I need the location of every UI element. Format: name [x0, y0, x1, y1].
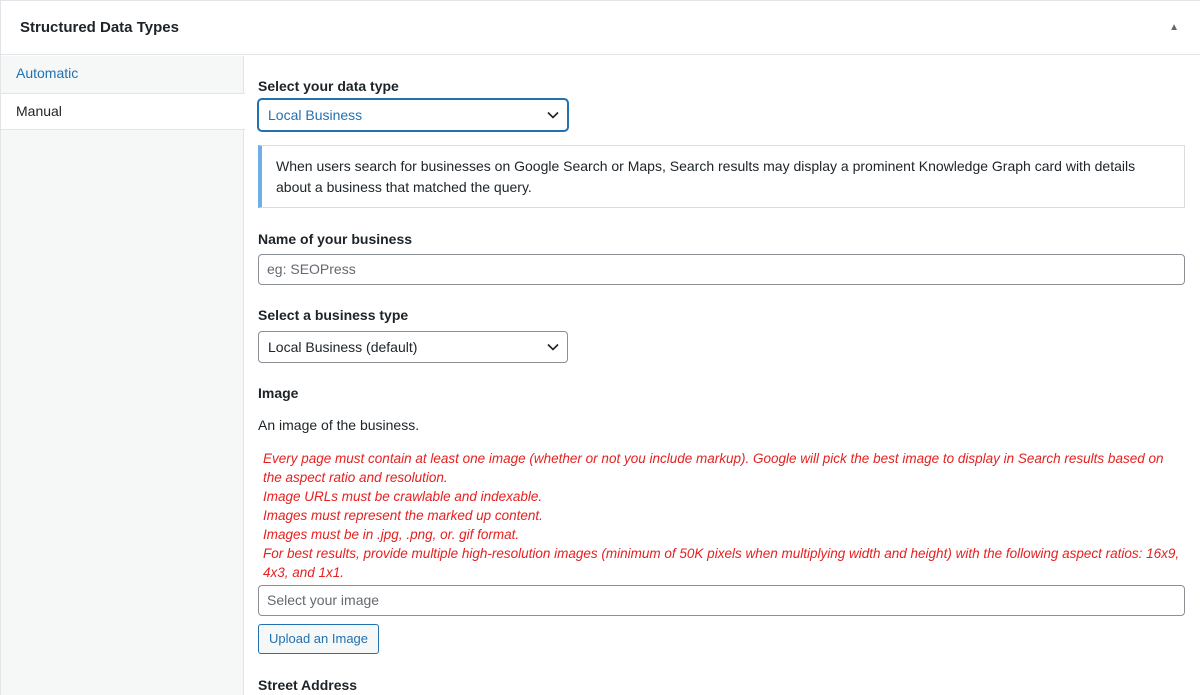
tab-list [1, 56, 244, 695]
data-type-notice: When users search for businesses on Google Search or Maps, Search results may display a prominent Knowledge Graph card with details about a business that matched the query. [258, 145, 1185, 208]
street-address-label: Street Address [258, 677, 358, 693]
business-name-placeholder: eg: SEOPress [267, 261, 356, 277]
tab-manual[interactable]: Manual [1, 93, 245, 130]
image-guideline: Every page must contain at least one image (whether or not you include markup). Google will pick the best image to display in Search results based on the aspect ratio and resolution. [263, 451, 1164, 485]
image-guideline: For best results, provide multiple high-resolution images (minimum of 50K pixels when multiplying width and height) with the following aspect ratios: 16x9, 4x3, and 1x1. [263, 546, 1180, 580]
chevron-down-icon [547, 110, 559, 120]
data-type-select[interactable] [258, 99, 568, 131]
business-name-label: Name of your business [258, 231, 413, 247]
business-type-selected-value: Local Business (default) [268, 339, 418, 355]
metabox-body [1, 56, 1200, 695]
image-url-input[interactable] [258, 585, 1185, 616]
upload-image-button[interactable]: Upload an Image [258, 624, 379, 654]
image-guideline: Images must represent the marked up content. [263, 508, 543, 523]
tab-automatic[interactable]: Automatic [16, 65, 79, 81]
collapse-toggle-icon[interactable]: ▲ [1169, 22, 1179, 33]
data-type-label: Select your data type [258, 78, 399, 94]
metabox-title: Structured Data Types [20, 19, 179, 36]
business-name-input[interactable] [258, 254, 1185, 285]
image-description: An image of the business. [258, 417, 420, 433]
chevron-down-icon [547, 342, 559, 352]
business-type-select[interactable] [258, 331, 568, 363]
image-label: Image [258, 385, 299, 401]
image-url-placeholder: Select your image [267, 592, 380, 608]
business-type-label: Select a business type [258, 307, 409, 323]
metabox-header[interactable] [1, 1, 1200, 55]
data-type-selected-value: Local Business [268, 107, 363, 123]
image-guideline: Images must be in .jpg, .png, or. gif format. [263, 527, 520, 542]
image-guidelines [263, 449, 1185, 582]
image-guideline: Image URLs must be crawlable and indexable. [263, 489, 543, 504]
